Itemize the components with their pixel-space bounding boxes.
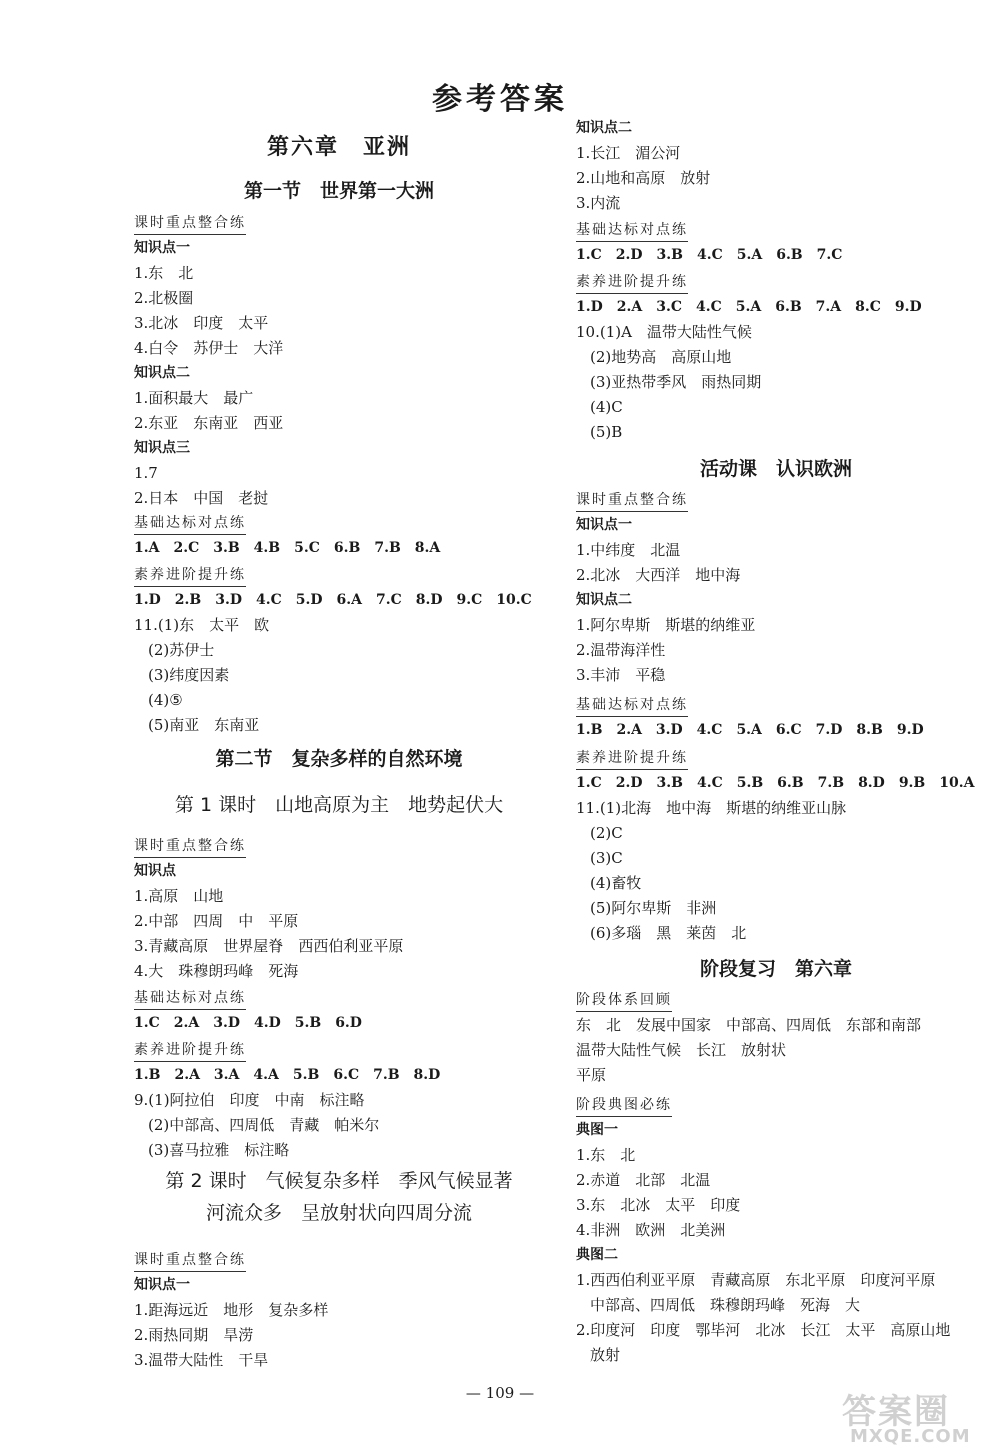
knowledge-point-label: 知识点一 — [134, 1277, 190, 1293]
answer-line: 2.北极圈 — [134, 289, 194, 307]
answer-line: 3.内流 — [576, 194, 621, 212]
answer-line: 3.东 北冰 太平 印度 — [576, 1196, 741, 1214]
watermark-logo — [840, 1392, 990, 1450]
lesson-heading: 第 1 课时 山地高原为主 地势起伏大 — [174, 794, 504, 816]
answer-line: 2.中部 四周 中 平原 — [134, 912, 299, 930]
answer-line: 3.丰沛 平稳 — [576, 666, 666, 684]
answer-line: 1.高原 山地 — [134, 887, 224, 905]
answer-line: (3)C — [590, 849, 623, 867]
answer-line: (3)纬度因素 — [148, 666, 230, 684]
answer-line: 1.东 北 — [576, 1146, 636, 1164]
exercise-section-label: 课时重点整合练 — [576, 490, 688, 512]
choice-answer-row: 1.D 2.A 3.C 4.C 5.A 6.B 7.A 8.C 9.D — [576, 299, 922, 315]
knowledge-point-label: 知识点 — [134, 863, 176, 879]
answer-line: 温带大陆性气候 长江 放射状 — [576, 1041, 787, 1059]
knowledge-point-label: 知识点三 — [134, 440, 190, 456]
answer-line: (4)畜牧 — [590, 874, 642, 892]
knowledge-point-label: 知识点一 — [134, 240, 190, 256]
exercise-section-label: 素养进阶提升练 — [576, 272, 688, 294]
answer-line: 1.中纬度 北温 — [576, 541, 681, 559]
answer-line: 1.7 — [134, 464, 158, 482]
choice-answer-row: 1.C 2.D 3.B 4.C 5.B 6.B 7.B 8.D 9.B 10.A — [576, 775, 975, 791]
answer-line: (5)B — [590, 423, 623, 441]
answer-line: (3)喜马拉雅 标注略 — [148, 1141, 290, 1159]
section-heading: 活动课 认识欧洲 — [699, 458, 852, 480]
answer-line: (2)地势高 高原山地 — [590, 348, 732, 366]
knowledge-point-label: 知识点二 — [576, 592, 632, 608]
choice-answer-row: 1.A 2.C 3.B 4.B 5.C 6.B 7.B 8.A — [134, 540, 441, 556]
watermark-text: 答案圈 — [842, 1392, 950, 1432]
choice-answer-row: 1.C 2.D 3.B 4.C 5.A 6.B 7.C — [576, 247, 843, 263]
exercise-section-label: 课时重点整合练 — [134, 1250, 246, 1272]
exercise-section-label: 素养进阶提升练 — [576, 748, 688, 770]
answer-line: 1.阿尔卑斯 斯堪的纳维亚 — [576, 616, 756, 634]
knowledge-point-label: 典图二 — [576, 1247, 618, 1263]
exercise-section-label: 基础达标对点练 — [576, 695, 688, 717]
page-title: 参考答案 — [432, 82, 568, 117]
exercise-section-label: 基础达标对点练 — [134, 988, 246, 1010]
answer-line: 1.面积最大 最广 — [134, 389, 254, 407]
answer-line: 2.山地和高原 放射 — [576, 169, 711, 187]
answer-line: (2)C — [590, 824, 623, 842]
answer-line: 东 北 发展中国家 中部高、四周低 东部和南部 — [576, 1016, 922, 1034]
answer-line: (4)C — [590, 398, 623, 416]
section-heading: 第一节 世界第一大洲 — [243, 180, 434, 202]
answer-line: 2.东亚 东南亚 西亚 — [134, 414, 284, 432]
knowledge-point-label: 知识点二 — [134, 365, 190, 381]
answer-line: (5)南亚 东南亚 — [148, 716, 260, 734]
answer-line: 2.温带海洋性 — [576, 641, 666, 659]
lesson-heading: 第 2 课时 气候复杂多样 季风气候显著 — [165, 1170, 513, 1192]
exercise-section-label: 课时重点整合练 — [134, 213, 246, 235]
knowledge-point-label: 知识点二 — [576, 120, 632, 136]
answer-line: 3.青藏高原 世界屋脊 西西伯利亚平原 — [134, 937, 404, 955]
lesson-heading: 河流众多 呈放射状向四周分流 — [205, 1202, 472, 1224]
answer-line: 1.距海远近 地形 复杂多样 — [134, 1301, 329, 1319]
exercise-section-label: 课时重点整合练 — [134, 836, 246, 858]
answer-line: 1.长江 湄公河 — [576, 144, 681, 162]
choice-answer-row: 1.B 2.A 3.D 4.C 5.A 6.C 7.D 8.B 9.D — [576, 722, 924, 738]
answer-line: (2)中部高、四周低 青藏 帕米尔 — [148, 1116, 380, 1134]
choice-answer-row: 1.D 2.B 3.D 4.C 5.D 6.A 7.C 8.D 9.C 10.C — [134, 592, 532, 608]
answer-line: (5)阿尔卑斯 非洲 — [590, 899, 717, 917]
exercise-section-label: 基础达标对点练 — [576, 220, 688, 242]
knowledge-point-label: 知识点一 — [576, 517, 632, 533]
answer-line: 10.(1)A 温带大陆性气候 — [576, 323, 752, 341]
answer-line: (4)⑤ — [148, 691, 183, 709]
answer-line: 1.东 北 — [134, 264, 194, 282]
section-heading: 阶段复习 第六章 — [699, 958, 852, 980]
exercise-section-label: 素养进阶提升练 — [134, 565, 246, 587]
exercise-section-label: 阶段体系回顾 — [576, 990, 672, 1012]
exercise-section-label: 素养进阶提升练 — [134, 1040, 246, 1062]
answer-line: 4.白令 苏伊士 大洋 — [134, 339, 284, 357]
answer-line: 11.(1)北海 地中海 斯堪的纳维亚山脉 — [576, 799, 847, 817]
answer-line: (6)多瑙 黑 莱茵 北 — [590, 924, 747, 942]
knowledge-point-label: 典图一 — [576, 1122, 618, 1138]
answer-line: 平原 — [576, 1066, 607, 1084]
exercise-section-label: 基础达标对点练 — [134, 513, 246, 535]
answer-line: 11.(1)东 太平 欧 — [134, 616, 270, 634]
answer-line: 1.西西伯利亚平原 青藏高原 东北平原 印度河平原 — [576, 1271, 936, 1289]
answer-line: 2.赤道 北部 北温 — [576, 1171, 711, 1189]
exercise-section-label: 阶段典图必练 — [576, 1095, 672, 1117]
page-number: — 109 — — [465, 1384, 535, 1402]
answer-line: (2)苏伊士 — [148, 641, 215, 659]
answer-line: 中部高、四周低 珠穆朗玛峰 死海 大 — [590, 1296, 861, 1314]
answer-line: 3.北冰 印度 太平 — [134, 314, 269, 332]
answer-line: 2.北冰 大西洋 地中海 — [576, 566, 741, 584]
choice-answer-row: 1.B 2.A 3.A 4.A 5.B 6.C 7.B 8.D — [134, 1067, 441, 1083]
chapter-heading: 第六章 亚洲 — [266, 135, 411, 160]
answer-line: 2.印度河 印度 鄂毕河 北冰 长江 太平 高原山地 — [576, 1321, 951, 1339]
answer-line: (3)亚热带季风 雨热同期 — [590, 373, 762, 391]
answer-line: 2.雨热同期 旱涝 — [134, 1326, 254, 1344]
answer-line: 放射 — [590, 1346, 621, 1364]
answer-line: 4.非洲 欧洲 北美洲 — [576, 1221, 726, 1239]
watermark-domain: MXQE.COM — [850, 1426, 971, 1447]
answer-line: 2.日本 中国 老挝 — [134, 489, 269, 507]
answer-line: 4.大 珠穆朗玛峰 死海 — [134, 962, 299, 980]
choice-answer-row: 1.C 2.A 3.D 4.D 5.B 6.D — [134, 1015, 362, 1031]
answer-line: 9.(1)阿拉伯 印度 中南 标注略 — [134, 1091, 365, 1109]
answer-line: 3.温带大陆性 干旱 — [134, 1351, 269, 1369]
section-heading: 第二节 复杂多样的自然环境 — [215, 748, 463, 770]
